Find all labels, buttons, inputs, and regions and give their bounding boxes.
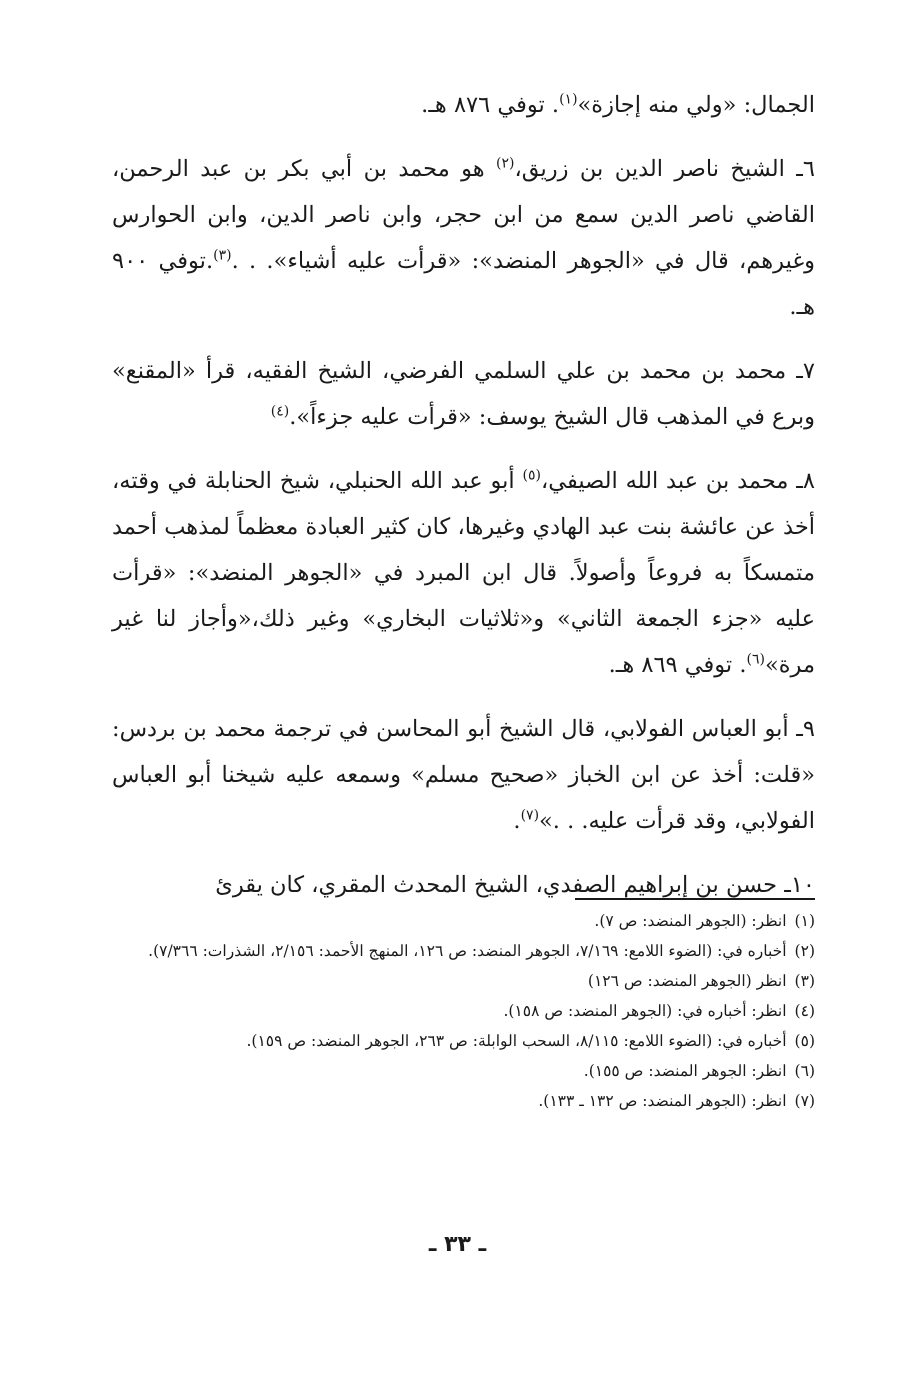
footnote-item (100, 966, 815, 996)
paragraph-text: ٨ـ محمد بن عبد الله الصيفي، (540, 468, 815, 494)
paragraph-entry-6 (112, 146, 815, 330)
footnote-number: (٤) (794, 1002, 815, 1020)
paragraph-text: . (513, 808, 521, 834)
footnote-item (100, 906, 815, 936)
paragraph-continuation (112, 82, 815, 128)
paragraph-text: أبو عبد الله الحنبلي، شيخ الحنابلة في وقته، أخذ عن عائشة بنت عبد الهادي وغيرها، كان كثير العبادة معظماً لمذهب أحمد متمسكاً به فروعاً وأصولاً. قال ابن المبرد في «الجوهر المنضد»: «قرأت عليه «جزء الجمعة الثاني» و«ثلاثيات البخاري» وغير ذلك،«وأجاز لنا غير مرة» (112, 468, 815, 678)
footnote-item (100, 1086, 815, 1116)
footnote-reference[interactable]: (٢) (496, 155, 515, 172)
footnote-item (100, 936, 815, 966)
footnote-text: انظر: أخباره في: (الجوهر المنضد: ص ١٥٨). (503, 1002, 787, 1020)
paragraph-text: ٦ـ الشيخ ناصر الدين بن زريق، (514, 156, 815, 182)
footnote-reference[interactable]: (٣) (213, 247, 232, 264)
paragraph-entry-7 (112, 348, 815, 440)
paragraph-text: ٧ـ محمد بن محمد بن علي السلمي الفرضي، الشيخ الفقيه، قرأ «المقنع» وبرع في المذهب قال الشيخ يوسف: «قرأت عليه جزءاً». (112, 358, 815, 430)
footnote-reference[interactable]: (٤) (270, 403, 290, 420)
footnote-divider (575, 898, 815, 900)
footnote-text: أخباره في: (الضوء اللامع: ٧/١٦٩، الجوهر المنضد: ص ١٢٦، المنهج الأحمد: ٢/١٥٦، الشذرات: ٧/٣٦٦). (148, 942, 787, 960)
footnote-text: انظر: (الجوهر المنضد: ص ٧). (594, 912, 787, 930)
paragraph-entry-10 (112, 862, 815, 908)
paragraph-text: . توفي ٨٧٦ هـ. (421, 92, 560, 118)
footnote-reference[interactable]: (٧) (520, 807, 540, 824)
footnote-text: انظر (الجوهر المنضد: ص ١٢٦) (587, 972, 787, 990)
footnote-number: (٢) (794, 942, 815, 960)
footnote-text: انظر: (الجوهر المنضد: ص ١٣٢ ـ ١٣٣). (538, 1092, 787, 1110)
paragraph-entry-8 (112, 458, 815, 688)
footnote-reference[interactable]: (٥) (522, 467, 541, 484)
footnote-item (100, 996, 815, 1026)
paragraph-text: .توفي ٩٠٠ هـ. (112, 248, 815, 320)
footnote-text: انظر: الجوهر المنضد: ص ١٥٥). (583, 1062, 787, 1080)
main-text (112, 82, 815, 926)
paragraph-entry-9 (112, 706, 815, 844)
footnote-number: (٥) (794, 1032, 815, 1050)
footnote-reference[interactable]: (١) (559, 91, 578, 108)
footnote-number: (٦) (794, 1062, 815, 1080)
footnotes-section (100, 906, 815, 1116)
paragraph-text: ١٠ـ حسن بن إبراهيم الصفدي، الشيخ المحدث المقري، كان يقرئ (215, 872, 815, 898)
page-number: ـ ٣٣ ـ (428, 1232, 487, 1257)
footnote-reference[interactable]: (٦) (746, 651, 765, 668)
footnote-number: (١) (794, 912, 815, 930)
footnote-text: أخباره في: (الضوء اللامع: ٨/١١٥، السحب الوابلة: ص ٢٦٣، الجوهر المنضد: ص ١٥٩). (246, 1032, 787, 1050)
footnote-number: (٧) (794, 1092, 815, 1110)
footnote-item (100, 1056, 815, 1086)
paragraph-text: هو محمد بن أبي بكر بن عبد الرحمن، القاضي ناصر الدين سمع من ابن حجر، وابن ناصر الدين، وابن الحوارس وغيرهم، قال في «الجوهر المنضد»: «قرأت عليه أشياء». . . (112, 156, 815, 274)
footnote-item (100, 1026, 815, 1056)
footnote-number: (٣) (794, 972, 815, 990)
paragraph-text: الجمال: «ولي منه إجازة» (577, 92, 815, 118)
paragraph-text: ٩ـ أبو العباس الفولابي، قال الشيخ أبو المحاسن في ترجمة محمد بن بردس: «قلت: أخذ عن ابن الخباز «صحيح مسلم» وسمعه عليه شيخنا أبو العباس الفولابي، وقد قرأت عليه. . .» (112, 716, 815, 834)
paragraph-text: . توفي ٨٦٩ هـ. (608, 652, 747, 678)
